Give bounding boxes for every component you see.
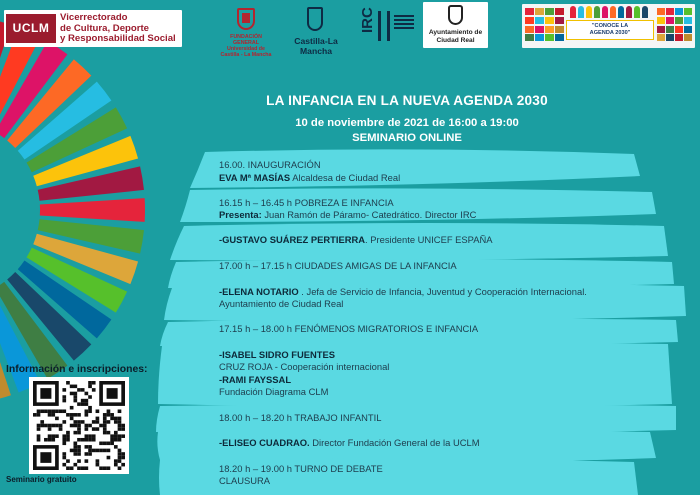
sdg-tiles-right-icon	[657, 8, 693, 42]
program-item-child-labour-speaker: -ELISEO CUADRAO. Director Fundación General de la UCLM	[219, 437, 480, 448]
program-item-child-labour-time: 18.00 h – 18.20 h TRABAJO INFANTIL	[219, 412, 382, 423]
fundacion-shield-icon	[237, 8, 255, 30]
program-item-ciudades-time: 17.00 h – 17.15 h CIUDADES AMIGAS DE LA INFANCIA	[219, 260, 457, 271]
irc-bars-icon	[378, 11, 390, 41]
clm-shield-icon	[307, 7, 323, 31]
conoce-la-agenda-text: "CONOCE LA AGENDA 2030"	[566, 20, 654, 40]
event-subtitle: SEMINARIO ONLINE	[352, 132, 462, 144]
program-item-migration-speaker1-org: CRUZ ROJA - Cooperación internacional	[219, 361, 390, 372]
program-item-inauguration-speaker: EVA Mª MASÍAS Alcaldesa de Ciudad Real	[219, 172, 401, 183]
irc-text: IRC	[359, 7, 376, 33]
qr-code-icon	[33, 381, 125, 470]
fundacion-text: FUNDACIÓN GENERAL Universidad de Castilla - La Mancha	[220, 34, 272, 58]
irc-logo	[358, 7, 414, 49]
program-item-ciudades-speaker-org: Ayuntamiento de Ciudad Real	[219, 298, 344, 309]
program-item-debate-time: 18.20 h – 19.00 h TURNO DE DEBATE	[219, 463, 383, 474]
program-item-migration-speaker2: -RAMI FAYSSAL	[219, 374, 292, 385]
clm-text: Castilla-La Mancha	[294, 36, 338, 56]
registration-qr-code[interactable]	[29, 377, 129, 474]
ayuntamiento-seal-icon	[448, 5, 463, 25]
logo-bar	[0, 0, 700, 58]
program-item-migration-time: 17.15 h – 18.00 h FENÓMENOS MIGRATORIOS E INFANCIA	[219, 323, 479, 334]
conoce-la-agenda-2030-logo	[522, 4, 695, 48]
uclm-mark: UCLM	[6, 14, 56, 43]
uclm-vicerrectorado-text: Vicerrectorado de Cultura, Deporte y Responsabilidad Social	[60, 12, 176, 45]
children-figures-icon	[570, 6, 652, 18]
program-item-inauguration-time: 16.00. INAUGURACIÓN	[219, 159, 321, 170]
irc-small-lines-icon	[394, 13, 414, 31]
uclm-logo	[4, 10, 182, 47]
program-item-poverty-presenter: Presenta: Juan Ramón de Páramo- Catedrático. Director IRC	[219, 209, 477, 220]
ayuntamiento-text: Ayuntamiento de Ciudad Real	[428, 29, 483, 44]
info-registration-label: Información e inscripciones:	[6, 364, 148, 375]
ayuntamiento-ciudad-real-logo	[423, 2, 488, 48]
program-item-ciudades-speaker: -ELENA NOTARIO . Jefa de Servicio de Infancia, Juventud y Cooperación Internacional.	[219, 286, 587, 297]
program-item-migration-speaker1: -ISABEL SIDRO FUENTES	[219, 349, 335, 360]
castilla-la-mancha-logo	[281, 6, 351, 56]
event-title: LA INFANCIA EN LA NUEVA AGENDA 2030	[266, 93, 548, 108]
program-item-closing: CLAUSURA	[219, 475, 271, 486]
program-item-migration-speaker2-org: Fundación Diagrama CLM	[219, 386, 329, 397]
event-date: 10 de noviembre de 2021 de 16:00 a 19:00	[295, 117, 519, 129]
sdg-tiles-left-icon	[525, 8, 565, 42]
program-item-unicef-speaker: -GUSTAVO SUÁREZ PERTIERRA. Presidente UNICEF ESPAÑA	[219, 234, 493, 245]
program-item-poverty-time: 16.15 h – 16.45 h POBREZA E INFANCIA	[219, 197, 394, 208]
free-seminar-label: Seminario gratuito	[6, 475, 77, 484]
fundacion-general-logo	[217, 6, 275, 58]
